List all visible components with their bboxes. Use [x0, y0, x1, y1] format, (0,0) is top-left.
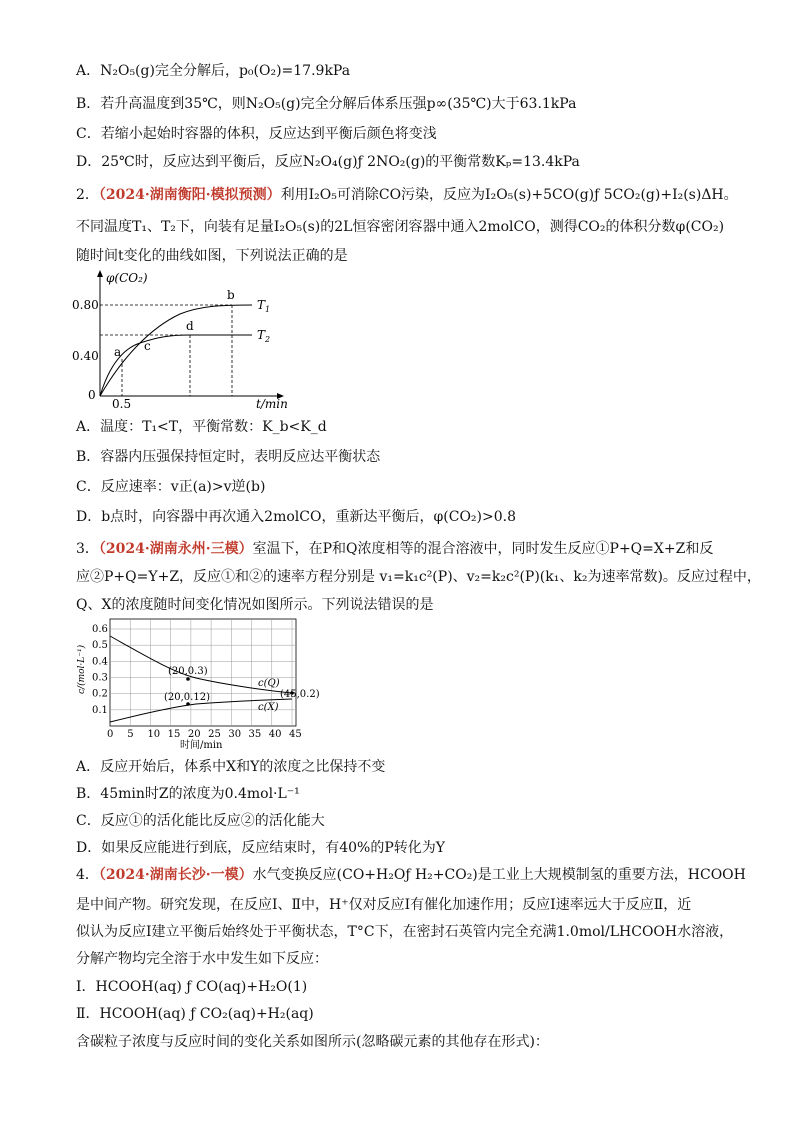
y-tick-label: 0.4	[92, 656, 108, 668]
q2-stem-line2: 不同温度T₁、T₂下，向装有足量I₂O₅(s)的2L恒容密闭容器中通入2molCO，测得CO₂的体积分数φ(CO₂)	[76, 219, 725, 235]
y-tick-label: 0.2	[92, 688, 108, 700]
x-tick-label: 30	[228, 729, 242, 740]
x-tick: 0.5	[112, 397, 132, 410]
annotation: (45,0.2)	[280, 689, 320, 700]
q2-option-a: A．温度：T₁<T，平衡常数：K_b<K_d	[76, 419, 327, 435]
q4-reaction-1: Ⅰ．HCOOH(aq) ƒ CO(aq)+H₂O(1)	[76, 979, 308, 995]
y-tick-label: 0.5	[92, 640, 108, 652]
x-axis-label: 时间/min	[180, 740, 223, 751]
q3-option-c: C．反应①的活化能比反应②的活化能大	[76, 813, 325, 829]
question-number: 3．	[76, 541, 99, 557]
x-tick-label: 5	[127, 729, 134, 740]
chart-co2-fraction	[70, 268, 290, 410]
q1-option-a: A．N₂O₅(g)完全分解后，p₀(O₂)=17.9kPa	[76, 63, 351, 79]
q2-option-c: C．反应速率：v正(a)>v逆(b)	[76, 479, 266, 495]
x-tick-label: 10	[147, 729, 161, 740]
annotation: (20,0.12)	[164, 692, 210, 703]
chart-concentration-time	[72, 614, 332, 752]
q3-stem-line1	[76, 540, 713, 558]
point-label-c: c	[144, 339, 151, 353]
q2-option-d: D．b点时，向容器中再次通入2molCO，重新达平衡后，φ(CO₂)>0.8	[76, 509, 516, 525]
q3-option-d: D．如果反应能进行到底，反应结束时，有40%的P转化为Y	[76, 840, 446, 856]
y-tick: 0	[88, 388, 96, 402]
source-tag: （2024·湖南永州·三模）	[98, 541, 253, 557]
x-tick-label: 45	[289, 729, 302, 740]
question-text: 室温下，在P和Q浓度相等的混合溶液中，同时发生反应①P+Q=X+Z和反	[252, 541, 714, 557]
question-text: 水气变换反应(CO+H₂Oƒ H₂+CO₂)是工业上大规模制氢的重要方法，HCOOH	[252, 867, 746, 883]
q4-stem-line3: 似认为反应Ⅰ建立平衡后始终处于平衡状态，T°C下，在密封石英管内完全充满1.0mol/LHCOOH水溶液，	[76, 924, 734, 940]
source-tag: （2024·湖南长沙·一模）	[98, 867, 253, 883]
point-label-b: b	[227, 288, 235, 302]
q1-option-d: D．25℃时，反应达到平衡后，反应N₂O₄(g)ƒ 2NO₂(g)的平衡常数Kₚ=13.4kPa	[76, 154, 580, 170]
series-label-t2: $T_2$	[257, 328, 271, 344]
series-label-t1: $T_1$	[257, 298, 271, 314]
x-axis-label: t/min	[256, 397, 288, 410]
x-tick-label: 15	[167, 729, 181, 740]
x-tick-label: 25	[208, 729, 221, 740]
point-label-d: d	[186, 319, 194, 333]
q2-stem-line1	[76, 186, 738, 204]
q3-option-b: B．45min时Z的浓度为0.4mol·L⁻¹	[76, 786, 300, 802]
point-label-a: a	[114, 345, 122, 359]
q3-option-a: A．反应开始后，体系中X和Y的浓度之比保持不变	[76, 759, 386, 775]
q4-stem-line1	[76, 866, 746, 884]
question-text: 利用I₂O₅可消除CO污染，反应为I₂O₅(s)+5CO(g)ƒ 5CO₂(g)+I₂(s)ΔH。	[280, 187, 738, 203]
y-tick-label: 0.6	[92, 624, 108, 635]
curve-t2	[100, 335, 252, 396]
y-ticks	[92, 624, 108, 716]
x-tick-label: 20	[187, 729, 201, 740]
q1-option-b: B．若升高温度到35℃，则N₂O₅(g)完全分解后体系压强p∞(35℃)大于63.1kPa	[76, 96, 577, 112]
y-axis-label: φ(CO₂)	[106, 271, 148, 285]
q4-stem-line2: 是中间产物。研究发现，在反应Ⅰ、Ⅱ中，H⁺仅对反应Ⅰ有催化加速作用；反应Ⅰ速率远大于反应Ⅱ，近	[76, 897, 692, 913]
q2-stem-line3: 随时间t变化的曲线如图，下列说法正确的是	[76, 248, 348, 264]
q4-reaction-2: Ⅱ．HCOOH(aq) ƒ CO₂(aq)+H₂(aq)	[76, 1006, 314, 1022]
q3-stem-line2: 应②P+Q=Y+Z，反应①和②的速率方程分别是 v₁=k₁c²(P)、v₂=k₂c²(P)(k₁、k₂为速率常数)。反应过程中，	[76, 569, 761, 585]
q1-option-c: C．若缩小起始时容器的体积，反应达到平衡后颜色将变浅	[76, 126, 437, 142]
y-tick: 0.80	[72, 298, 99, 312]
x-tick-label: 35	[248, 729, 262, 740]
y-tick: 0.40	[72, 349, 99, 363]
q4-stem-line5: 含碳粒子浓度与反应时间的变化关系如图所示(忽略碳元素的其他存在形式)：	[76, 1034, 549, 1050]
series-label-q: c(Q)	[258, 678, 280, 689]
y-tick-label: 0.1	[92, 704, 108, 716]
q3-stem-line3: Q、X的浓度随时间变化情况如图所示。下列说法错误的是	[76, 597, 434, 613]
x-ticks	[107, 729, 302, 740]
q2-option-b: B．容器内压强保持恒定时，表明反应达平衡状态	[76, 449, 381, 465]
y-axis-label: c/(mol·L⁻¹)	[77, 644, 87, 694]
question-number: 2．	[76, 187, 99, 203]
y-tick-label: 0.3	[92, 672, 108, 684]
source-tag: （2024·湖南衡阳·模拟预测）	[98, 187, 281, 203]
x-tick-label: 0	[107, 729, 114, 740]
q4-stem-line4: 分解产物均完全溶于水中发生如下反应：	[76, 951, 328, 967]
annotation: (20,0.3)	[168, 666, 208, 677]
x-tick-label: 40	[268, 729, 282, 740]
series-label-x: c(X)	[258, 702, 279, 713]
curve-t1	[100, 305, 252, 396]
question-number: 4．	[76, 867, 99, 883]
